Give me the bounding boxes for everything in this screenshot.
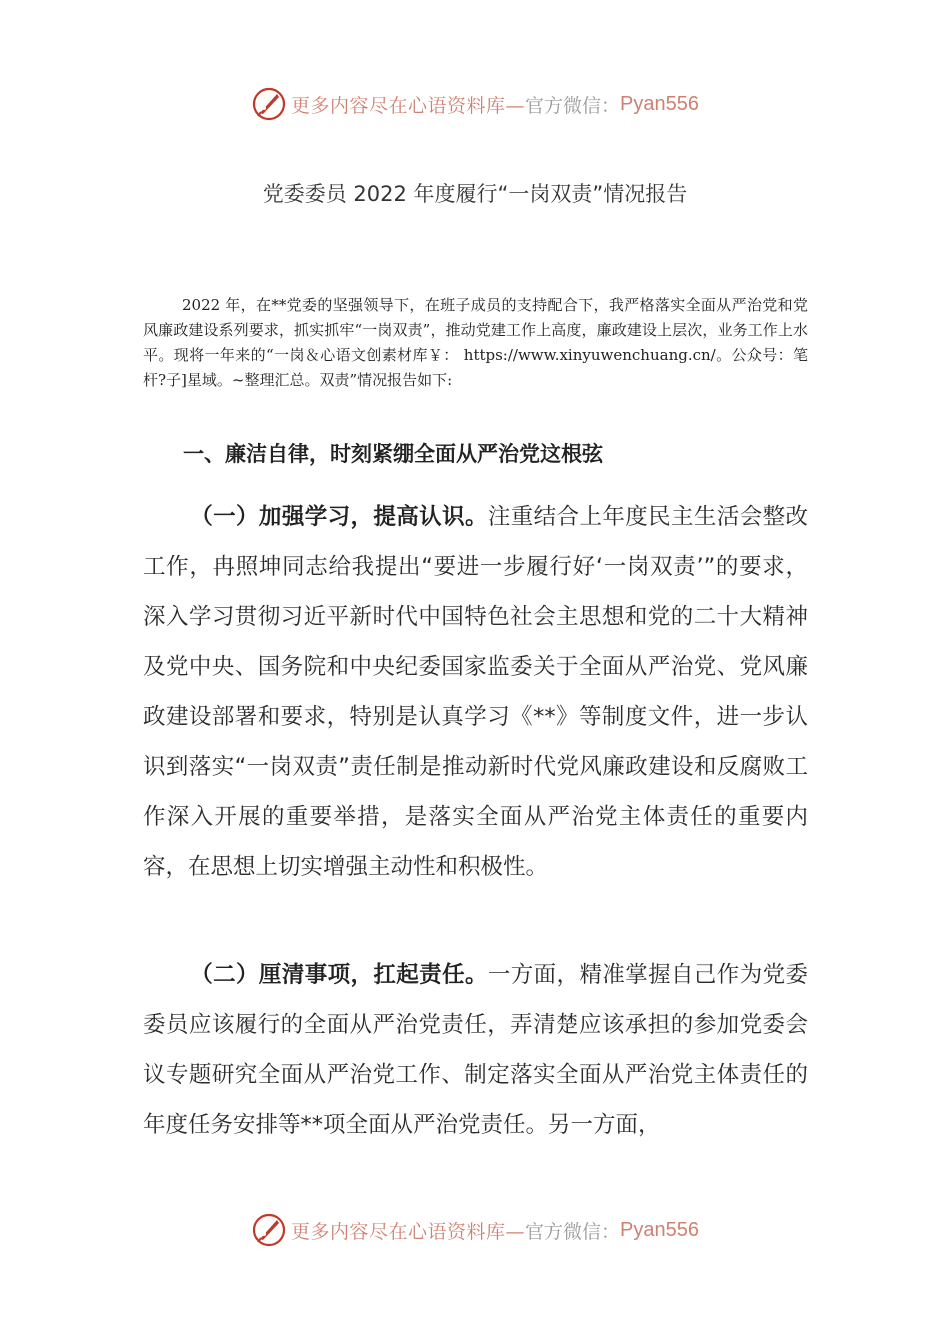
footer-watermark bbox=[0, 1208, 950, 1252]
paragraph-body: 一方面，精准掌握自己作为党委委员应该履行的全面从严治党责任，弄清楚应该承担的参加党委会议专题研究全面从严治党工作、制定落实全面从严治党主体责任的年度任务安排等**项全面从严治党责任。另一方面， bbox=[143, 962, 808, 1138]
paragraph-body: 注重结合上年度民主生活会整改工作，冉照坤同志给我提出“要进一步履行好‘一岗双责’”的要求，深入学习贯彻习近平新时代中国特色社会主思想和党的二十大精神及党中央、国务院和中央纪委国家监委关于全面从严治党、党风廉政建设部署和要求，特别是认真学习《**》等制度文件，进一步认识到落实“一岗双责”责任制是推动新时代党风廉政建设和反腐败工作深入开展的重要举措，是落实全面从严治党主体责任的重要内容，在思想上切实增强主动性和积极性。 bbox=[143, 504, 808, 880]
watermark-wechat-id: Pyan556 bbox=[620, 92, 699, 115]
header-watermark bbox=[0, 82, 950, 126]
intro-paragraph: 2022 年，在**党委的坚强领导下，在班子成员的支持配合下，我严格落实全面从严治党和党风廉政建设系列要求，抓实抓牢“一岗双责”，推动党建工作上高度，廉政建设上层次，业务工作上水平。现将一年来的“一岗＆心语文创素材库￥： https://www.xinyuwenchuang.cn/。公众号：笔杆?子]星域。~整理汇总。双责”情况报告如下: bbox=[143, 296, 808, 389]
watermark-text: 更多内容尽在心语资料库— bbox=[291, 94, 526, 117]
body-paragraph bbox=[143, 950, 808, 1150]
page-title: 党委委员 2022 年度履行“一岗双责”情况报告 bbox=[262, 182, 688, 206]
watermark-wechat-label: 官方微信： bbox=[525, 94, 621, 117]
paragraph-lead: （一）加强学习，提高认识。 bbox=[190, 504, 488, 530]
watermark-wechat-label: 官方微信： bbox=[525, 1220, 621, 1243]
watermark-text: 更多内容尽在心语资料库— bbox=[291, 1220, 526, 1243]
watermark-wechat-id: Pyan556 bbox=[620, 1218, 699, 1241]
quill-pen-icon bbox=[251, 1212, 287, 1248]
body-paragraph bbox=[143, 492, 808, 892]
section-heading: 一、廉洁自律，时刻紧绷全面从严治党这根弦 bbox=[183, 442, 603, 466]
paragraph-lead: （二）厘清事项，扛起责任。 bbox=[190, 962, 488, 988]
quill-pen-icon bbox=[251, 86, 287, 122]
